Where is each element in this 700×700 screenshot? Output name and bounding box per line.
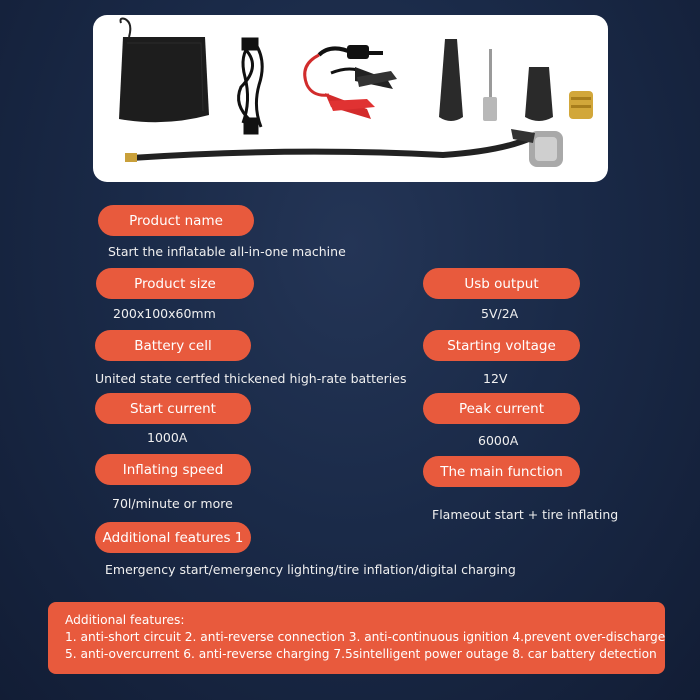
start-current-value: 1000A xyxy=(147,430,188,445)
additional-features-box xyxy=(48,602,665,674)
peak-current-value: 6000A xyxy=(478,433,519,448)
storage-bag-icon xyxy=(119,19,209,123)
air-hose-icon xyxy=(125,129,563,167)
main-function-value: Flameout start + tire inflating xyxy=(432,507,619,522)
main-function-label: The main function xyxy=(423,456,580,487)
additional-features-line-2: 5. anti-overcurrent 6. anti-reverse charging 7.5sintelligent power outage 8. car battery detection xyxy=(65,647,657,661)
inflating-speed-value: 70l/minute or more xyxy=(112,496,233,511)
product-size-value: 200x100x60mm xyxy=(113,306,216,321)
starting-voltage-value: 12V xyxy=(483,371,508,386)
start-current-label: Start current xyxy=(95,393,251,424)
additional-features-line-1: 1. anti-short circuit 2. anti-reverse connection 3. anti-continuous ignition 4.prevent over-discharge xyxy=(65,630,666,644)
starting-voltage-label: Starting voltage xyxy=(423,330,580,361)
product-size-label: Product size xyxy=(96,268,254,299)
usb-output-value: 5V/2A xyxy=(481,306,519,321)
additional-features-title: Additional features: xyxy=(65,613,185,627)
battery-cell-value: United state certfed thickened high-rate batteries xyxy=(95,371,407,386)
product-name-label: Product name xyxy=(98,205,254,236)
usb-cable-icon xyxy=(239,39,263,133)
nozzle-adapters-icon xyxy=(439,39,593,121)
product-name-value: Start the inflatable all-in-one machine xyxy=(108,244,346,259)
accessories-photo xyxy=(93,15,608,182)
additional-features-1-label: Additional features 1 xyxy=(95,522,251,553)
battery-cell-label: Battery cell xyxy=(95,330,251,361)
jumper-clamp-icon xyxy=(305,45,397,119)
accessories-illustration xyxy=(93,15,608,182)
inflating-speed-label: Inflating speed xyxy=(95,454,251,485)
peak-current-label: Peak current xyxy=(423,393,580,424)
usb-output-label: Usb output xyxy=(423,268,580,299)
additional-features-1-value: Emergency start/emergency lighting/tire inflation/digital charging xyxy=(105,562,516,577)
